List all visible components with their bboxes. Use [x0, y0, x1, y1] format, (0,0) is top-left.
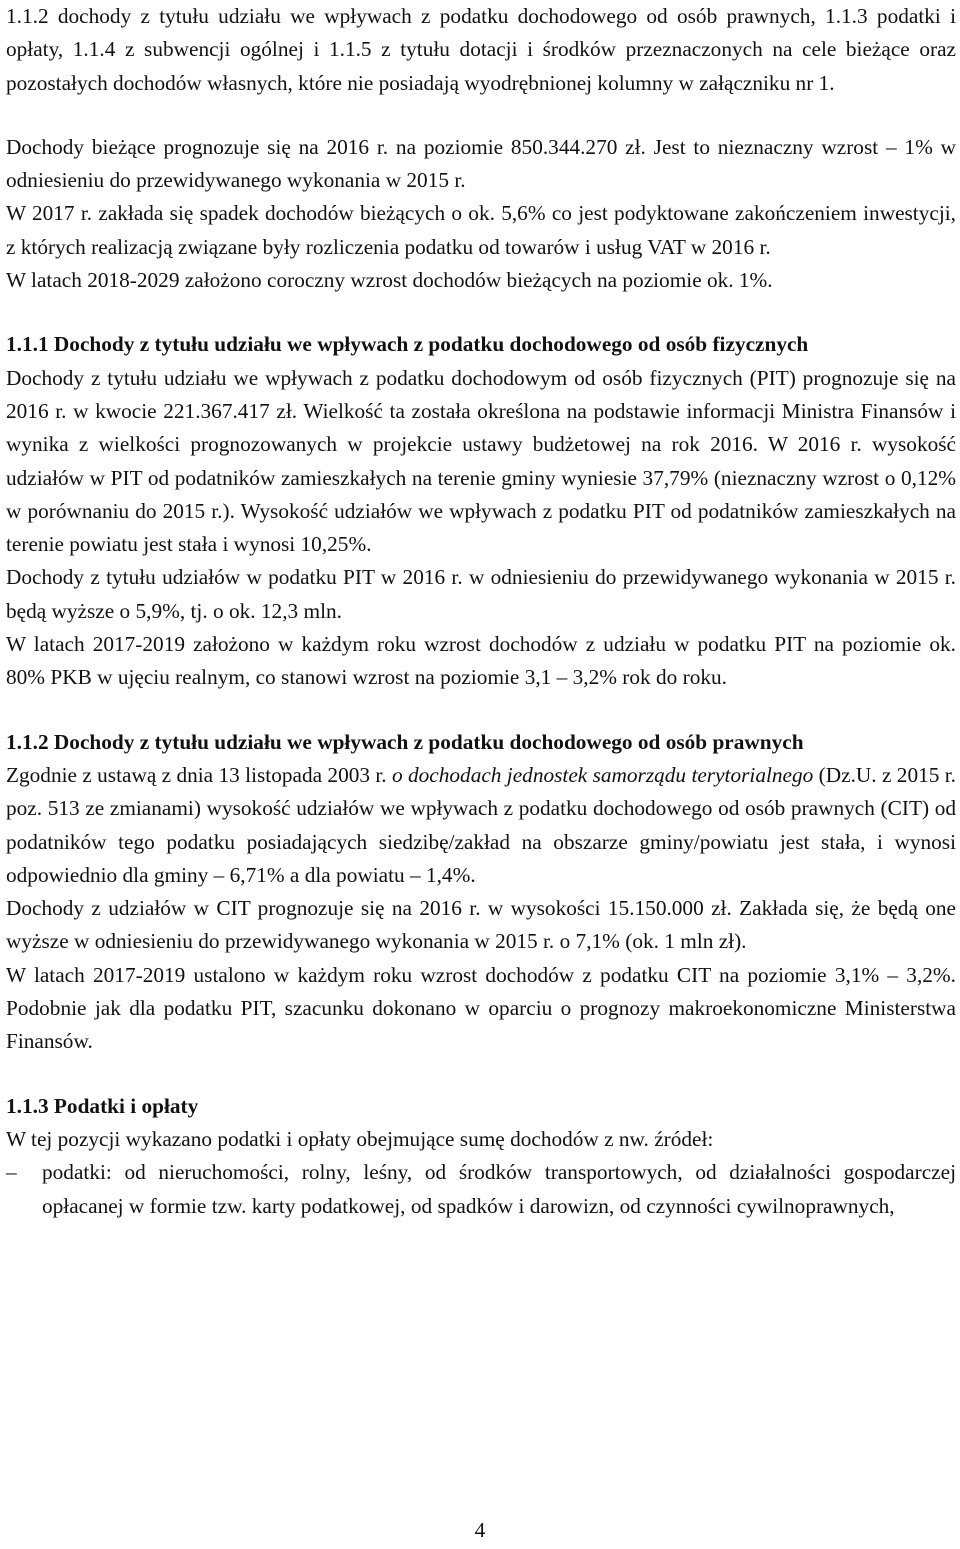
- section-112-paragraph-1: [6, 759, 956, 892]
- section-113-paragraph-1: W tej pozycji wykazano podatki i opłaty obejmujące sumę dochodów z nw. źródeł:: [6, 1126, 714, 1151]
- section-113-heading: 1.1.3 Podatki i opłaty: [6, 1093, 199, 1118]
- section-111-paragraph-2: Dochody z tytułu udziałów w podatku PIT w 2016 r. w odniesieniu do przewidywanego wykonania w 2015 r. będą wyższe o 5,9%, tj. o ok. 12,3 mln.: [6, 565, 956, 623]
- section-112-p1-end: (Dz.U. z 2015 r. poz. 513 ze zmianami) wysokość udziałów we wpływach z podatku dochodowego od osób prawnych (CIT) od podatników tego podatku posiadających siedzibę/zakład na obszarze gminy/powiatu jest stała, i wynosi odpowiednio dla gminy – 6,71% a dla powiatu – 1,4%.: [6, 762, 956, 887]
- section-112-p1-start: Zgodnie z ustawą z dnia 13 listopada 2003 r.: [6, 762, 392, 787]
- spacer: [6, 297, 956, 328]
- page-number: 4: [474, 1518, 486, 1542]
- section-112-paragraph-2: Dochody z udziałów w CIT prognozuje się na 2016 r. w wysokości 15.150.000 zł. Zakłada się, że będą one wyższe w odniesieniu do przewidywanego wykonania w 2015 r. o 7,1% (ok. 1 mln zł).: [6, 896, 956, 954]
- intro-paragraph-3: W 2017 r. zakłada się spadek dochodów bieżących o ok. 5,6% co jest podyktowane zakończeniem inwestycji, z których realizacją związane były rozliczenia podatku od towarów i usług VAT w 2016 r.: [6, 201, 956, 259]
- list-item: [6, 1156, 956, 1223]
- intro-paragraph-1: 1.1.2 dochody z tytułu udziału we wpływach z podatku dochodowego od osób prawnych, 1.1.3 podatki i opłaty, 1.1.4 z subwencji ogólnej i 1.1.5 z tytułu dotacji i środków przeznaczonych na cele bieżące oraz pozostałych dochodów własnych, które nie posiadają wyodrębnionej kolumny w załączniku nr 1.: [6, 4, 956, 95]
- section-111-paragraph-3: W latach 2017-2019 założono w każdym roku wzrost dochodów z udziału w podatku PIT na poziomie ok. 80% PKB w ujęciu realnym, co stanowi wzrost na poziomie 3,1 – 3,2% rok do roku.: [6, 632, 956, 690]
- section-112-paragraph-3: W latach 2017-2019 ustalono w każdym roku wzrost dochodów z podatku CIT na poziomie 3,1% – 3,2%. Podobnie jak dla podatku PIT, szacunku dokonano w oparciu o prognozy makroekonomiczne Ministerstwa Finansów.: [6, 962, 956, 1054]
- spacer: [6, 1059, 956, 1090]
- intro-paragraph-4: W latach 2018-2029 założono coroczny wzrost dochodów bieżących na poziomie ok. 1%.: [6, 268, 773, 293]
- spacer: [6, 100, 956, 131]
- sources-list: [6, 1156, 956, 1223]
- list-item-text: podatki: od nieruchomości, rolny, leśny, od środków transportowych, od działalności gospodarczej opłacanej w formie tzw. karty podatkowej, od spadków i darowizn, od czynności cywilnoprawnych,: [42, 1160, 956, 1218]
- section-111-heading: 1.1.1 Dochody z tytułu udziału we wpływach z podatku dochodowego od osób fizycznych: [6, 332, 809, 357]
- intro-paragraph-2: Dochody bieżące prognozuje się na 2016 r. na poziomie 850.344.270 zł. Jest to nieznaczny wzrost – 1% w odniesieniu do przewidywanego wykonania w 2015 r.: [6, 134, 956, 193]
- section-111-paragraph-1: Dochody z tytułu udziału we wpływach z podatku dochodowym od osób fizycznych (PIT) prognozuje się na 2016 r. w kwocie 221.367.417 zł. Wielkość ta została określona na podstawie informacji Ministra Finansów i wynika z wielkości prognozowanych w projekcie ustawy budżetowej na rok 2016. W 2016 r. wysokość udziałów w PIT od podatników zamieszkałych na terenie gminy wyniesie 37,79% (nieznaczny wzrost o 0,12% w porównaniu do 2015 r.). Wysokość udziałów we wpływach z podatku PIT od podatników zamieszkałych na terenie powiatu jest stała i wynosi 10,25%.: [6, 365, 956, 557]
- document-page: [6, 0, 956, 1223]
- act-title: o dochodach jednostek samorządu terytorialnego: [391, 762, 814, 787]
- dash-bullet: –: [6, 1160, 17, 1185]
- spacer: [6, 695, 956, 726]
- section-112-heading: 1.1.2 Dochody z tytułu udziału we wpływach z podatku dochodowego od osób prawnych: [6, 729, 804, 754]
